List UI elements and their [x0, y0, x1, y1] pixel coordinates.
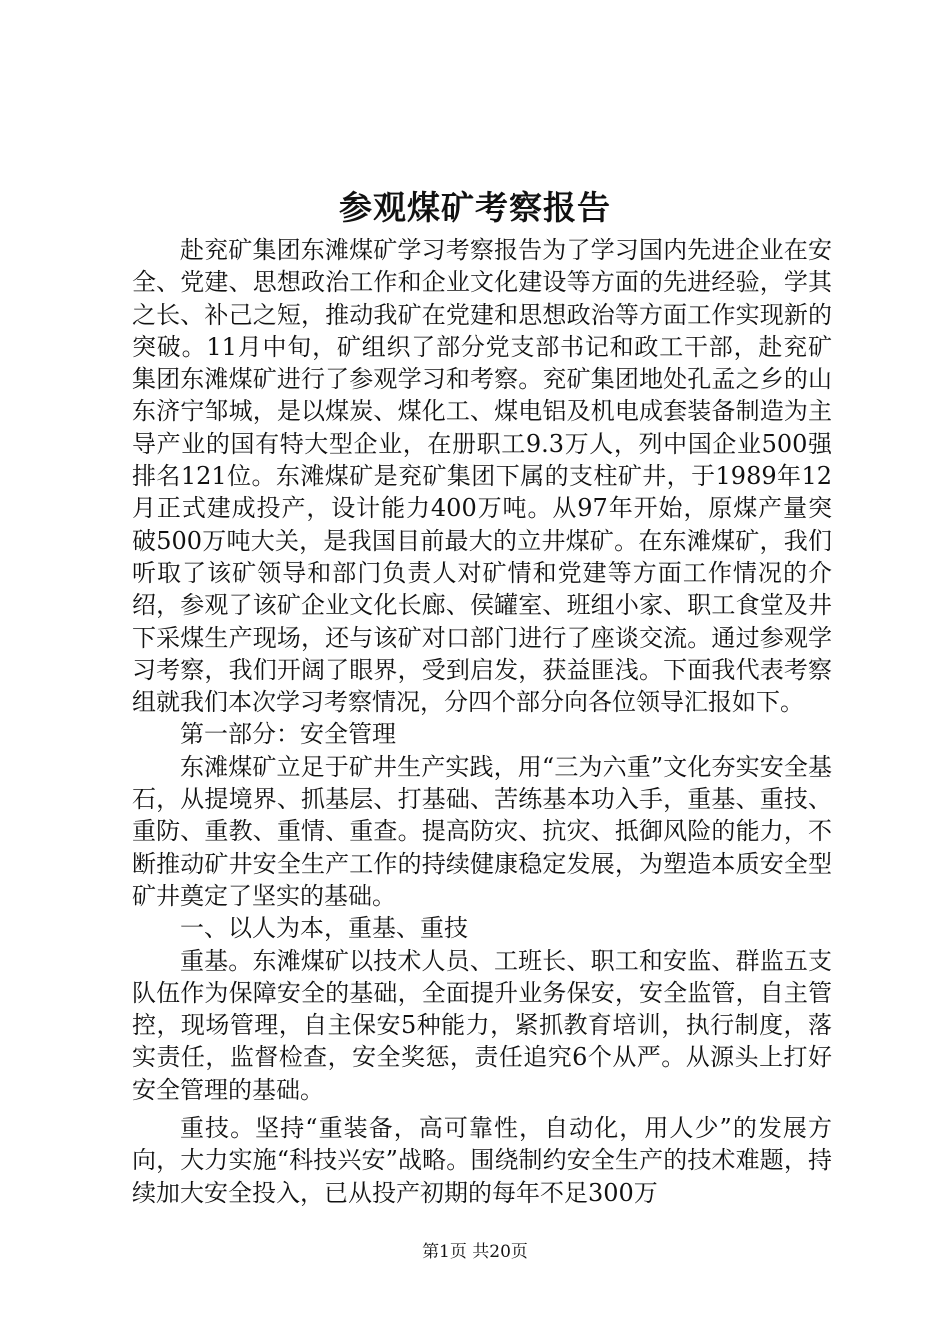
page-footer: 第1页 共20页 — [422, 1242, 528, 1262]
paragraph-intro: 赴兖矿集团东滩煤矿学习考察报告为了学习国内先进企业在安全、党建、思想政治工作和企业文化建设等方面的先进经验，学其之长、补己之短，推动我矿在党建和思想政治等方面工作实现新的突破。11月中旬，矿组织了部分党支部书记和政工干部，赴兖矿集团东滩煤矿进行了参观学习和考察。兖矿集团地处孔孟之乡的山东济宁邹城，是以煤炭、煤化工、煤电铝及机电成套装备制造为主导产业的国有特大型企业，在册职工9.3万人，列中国企业500强排名121位。东滩煤矿是兖矿集团下属的支柱矿井，于1989年12月正式建成投产，设计能力400万吨。从97年开始，原煤产量突破500万吨大关，是我国目前最大的立井煤矿。在东滩煤矿，我们听取了该矿领导和部门负责人对矿情和党建等方面工作情况的介绍，参观了该矿企业文化长廊、侯罐室、班组小家、职工食堂及井下采煤生产现场，还与该矿对口部门进行了座谈交流。通过参观学习考察，我们开阔了眼界，受到启发，获益匪浅。下面我代表考察组就我们本次学习考察情况，分四个部分向各位领导汇报如下。 — [132, 236, 832, 717]
paragraph-zhongji-tech: 重技。坚持“重装备，高可靠性，自动化，用人少”的发展方向，大力实施“科技兴安”战略。围绕制约安全生产的技术难题，持续加大安全投入，已从投产初期的每年不足300万 — [132, 1114, 832, 1207]
section-heading-part-one: 第一部分：安全管理 — [180, 720, 396, 749]
paragraph-zhongji: 重基。东滩煤矿以技术人员、工班长、职工和安监、群监五支队伍作为保障安全的基础，全面提升业务保安，安全监管，自主管控，现场管理，自主保安5种能力，紧抓教育培训，执行制度，落实责任，监督检查，安全奖惩，责任追究6个从严。从源头上打好安全管理的基础。 — [132, 946, 832, 1104]
subsection-heading-one: 一、以人为本，重基、重技 — [180, 914, 468, 943]
document-title: 参观煤矿考察报告 — [339, 188, 611, 227]
paragraph-safety-overview: 东滩煤矿立足于矿井生产实践，用“三为六重”文化夯实安全基石，从提境界、抓基层、打基础、苦练基本功入手，重基、重技、重防、重教、重情、重查。提高防灾、抗灾、抵御风险的能力，不断推动矿井安全生产工作的持续健康稳定发展，为塑造本质安全型矿井奠定了坚实的基础。 — [132, 752, 832, 910]
document-body — [132, 234, 832, 1209]
